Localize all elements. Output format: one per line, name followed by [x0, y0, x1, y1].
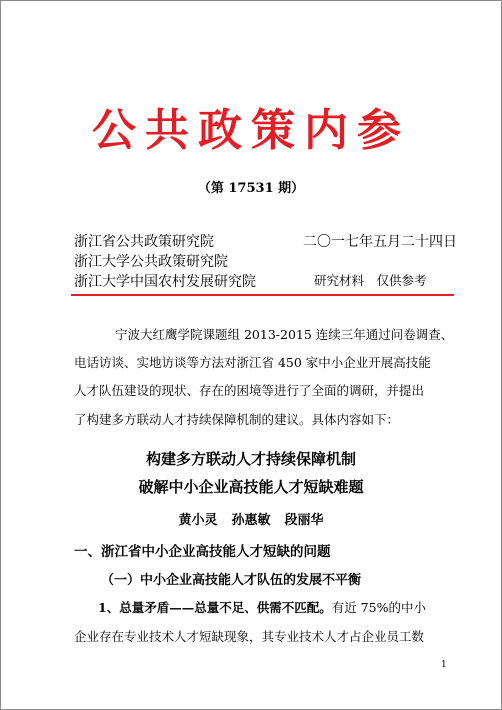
article-title-line-1: 构建多方联动人才持续保障机制 [145, 450, 356, 468]
institution-3: 浙江大学中国农村发展研究院 [74, 274, 256, 290]
author-list [1, 514, 501, 527]
intro-line-2: 电话访谈、实地访谈等方法对浙江省 450 家中小企业开展高技能 [74, 355, 431, 370]
body-paragraph-line-1 [98, 602, 426, 615]
point-text: 有近 75%的中小 [331, 600, 426, 615]
subsection-heading-1: （一）中小企业高技能人才队伍的发展不平衡 [101, 573, 362, 588]
publish-date: 二〇一七年五月二十四日 [303, 234, 457, 250]
section-heading-1: 一、浙江省中小企业高技能人才短缺的问题 [74, 544, 331, 560]
intro-line-1: 宁波大红鹰学院课题组 2013-2015 连续三年通过问卷调查、 [115, 327, 454, 342]
distribution-note: 研究材料 仅供参考 [314, 273, 427, 288]
page-number: 1 [441, 660, 447, 670]
institution-2: 浙江大学公共政策研究院 [74, 254, 228, 270]
intro-line-4: 了构建多方联动人才持续保障机制的建议。具体内容如下： [74, 412, 400, 427]
masthead-title: 公共政策内参 [92, 105, 410, 156]
point-heading: 1、总量矛盾——总量不足、供需不匹配。 [98, 600, 332, 615]
intro-line-3: 人才队伍建设的现状、存在的困境等进行了全面的调研，并提出 [74, 383, 425, 398]
header-rule [71, 294, 454, 296]
author-3: 段丽华 [284, 513, 324, 528]
institution-1: 浙江省公共政策研究院 [74, 234, 214, 250]
issue-number: （第 17531 期） [197, 181, 305, 196]
author-1: 黄小灵 [178, 513, 218, 528]
author-2: 孙惠敏 [231, 513, 271, 528]
article-title-line-2: 破解中小企业高技能人才短缺难题 [138, 478, 364, 496]
body-paragraph-line-2: 企业存在专业技术人才短缺现象，其专业技术人才占企业员工数 [74, 629, 425, 644]
